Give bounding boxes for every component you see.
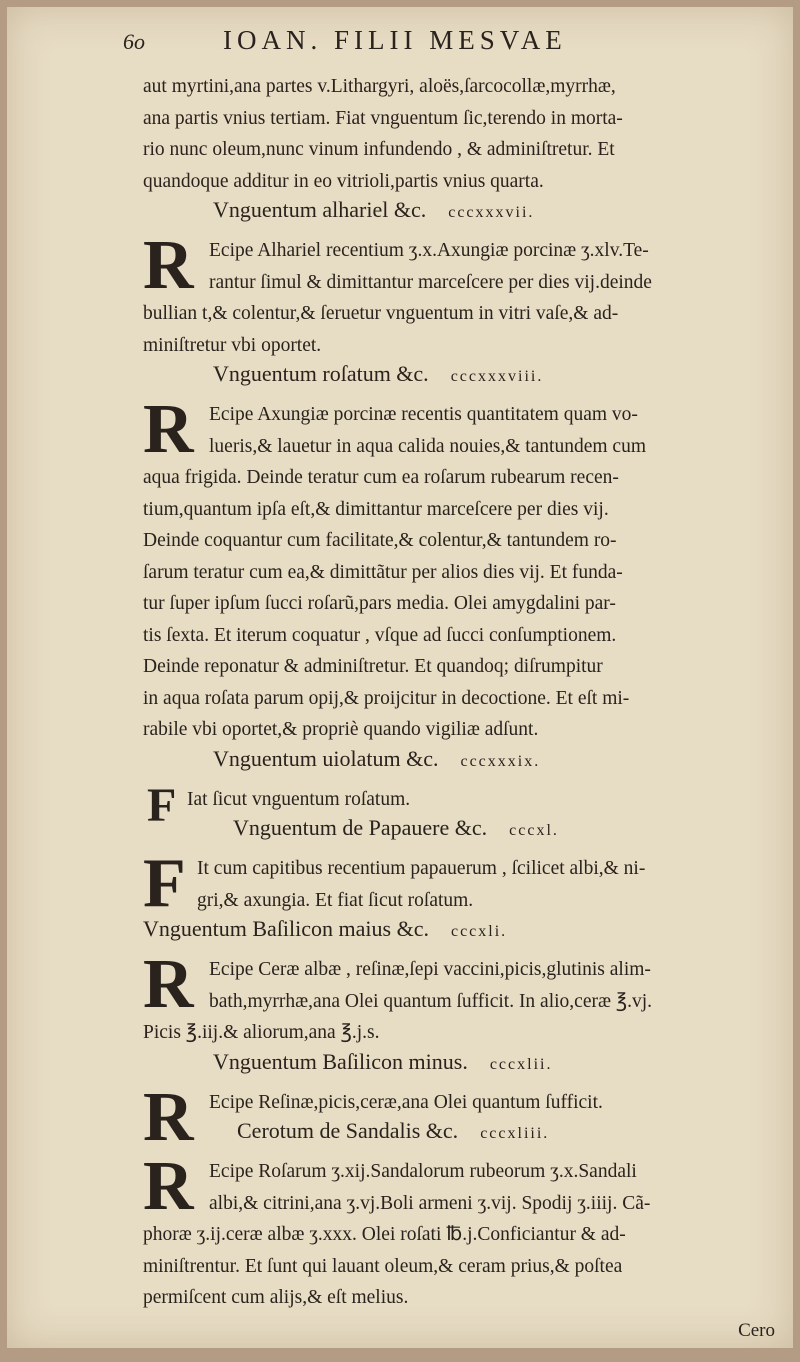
heading-number: cccxliii. xyxy=(480,1125,550,1142)
text-line: quandoque additur in eo vitrioli,partis vnius quarta. xyxy=(143,170,544,192)
drop-initial: R xyxy=(143,1148,194,1225)
heading-title: Vnguentum Baſilicon maius &c. xyxy=(143,916,429,941)
text-line: miniſtretur vbi oportet. xyxy=(143,334,322,356)
book-page xyxy=(7,7,793,1348)
text-line: ſarum teratur cum ea,& dimittãtur per alios dies vij. Et funda- xyxy=(143,561,623,583)
text-line: Ecipe Alhariel recentium ʒ.x.Axungiæ porcinæ ʒ.xlv.Te- xyxy=(209,240,649,261)
text-line: ana partis vnius tertiam. Fiat vnguentum ſic,terendo in morta- xyxy=(143,107,623,129)
text-line: Ecipe Reſinæ,picis,ceræ,ana Olei quantum ſufficit. xyxy=(209,1091,603,1113)
text-line: tur ſuper ipſum ſucci roſarũ,pars media. Olei amygdalini par- xyxy=(143,593,616,614)
text-line: aut myrtini,ana partes v.Lithargyri, aloës,ſarcocollæ,myrrhæ, xyxy=(143,76,616,97)
section-heading xyxy=(213,197,775,235)
heading-number: cccxl. xyxy=(509,822,559,839)
text-line: rabile vbi oportet,& propriè quando vigiliæ adſunt. xyxy=(143,719,539,740)
recipe-paragraph xyxy=(143,227,775,361)
heading-title: Vnguentum de Papauere &c. xyxy=(233,815,488,840)
text-line: tis ſexta. Et iterum coquatur , vſque ad ſucci conſumptionem. xyxy=(143,624,617,646)
text-line: Picis ℥.iij.& aliorum,ana ℥.j.s. xyxy=(143,1022,380,1043)
text-line: Deinde reponatur & adminiſtretur. Et quandoq; diſrumpitur xyxy=(143,656,603,677)
recipe-paragraph xyxy=(143,845,775,922)
running-title: IOAN. FILII MESVAE xyxy=(223,25,567,55)
text-line: albi,& citrini,ana ʒ.vj.Boli armeni ʒ.vij. Spodij ʒ.iiij. Cã- xyxy=(209,1192,651,1214)
text-line: rantur ſimul & dimittantur marceſcere per dies vij.deinde xyxy=(209,271,652,293)
drop-initial: F xyxy=(143,845,186,922)
text-line: Deinde coquantur cum facilitate,& colentur,& tantundem ro- xyxy=(143,530,617,551)
section-heading xyxy=(213,361,775,399)
text-line: Ecipe Axungiæ porcinæ recentis quantitatem quam vo- xyxy=(209,404,638,425)
drop-initial: R xyxy=(143,1078,194,1156)
text-line: tium,quantum ipſa eſt,& dimittantur marceſcere per dies vij. xyxy=(143,498,609,520)
section-heading xyxy=(237,1118,775,1156)
recipe-paragraph xyxy=(143,946,775,1049)
heading-number: cccxxxvii. xyxy=(448,204,535,221)
text-line: bath,myrrhæ,ana Olei quantum ſufficit. In alio,ceræ ℥.vj. xyxy=(209,990,653,1012)
catchword: Cero xyxy=(738,1319,775,1341)
recipe-paragraph xyxy=(143,1148,775,1314)
folio-number: 6o xyxy=(123,29,145,54)
text-line: bullian t,& colentur,& ſeruetur vnguentum in vitri vaſe,& ad- xyxy=(143,303,619,324)
section-heading xyxy=(233,815,775,853)
page-content xyxy=(123,25,775,1342)
text-line: rio nunc oleum,nunc vinum infundendo , & adminiſtretur. Et xyxy=(143,139,615,160)
heading-title: Vnguentum alhariel &c. xyxy=(213,197,427,222)
text-line: in aqua roſata parum opij,& proijcitur in decoctione. Et eſt mi- xyxy=(143,687,630,709)
running-head xyxy=(123,25,775,71)
text-line: aqua frigida. Deinde teratur cum ea roſarum rubearum recen- xyxy=(143,467,619,488)
text-line: Iat ſicut vnguentum roſatum. xyxy=(187,788,411,810)
heading-number: cccxxxix. xyxy=(460,752,541,770)
drop-initial: R xyxy=(143,227,194,304)
text-line: Ecipe Ceræ albæ , reſinæ,ſepi vaccini,picis,glutinis alim- xyxy=(209,959,651,980)
section-heading xyxy=(213,746,775,784)
section-heading xyxy=(143,916,775,954)
heading-number: cccxlii. xyxy=(489,1055,553,1073)
text-line: phoræ ʒ.ij.ceræ albæ ʒ.xxx. Olei roſati ℔.j.Conficiantur & ad- xyxy=(143,1224,626,1245)
drop-initial: R xyxy=(143,946,194,1023)
heading-title: Vnguentum uiolatum &c. xyxy=(213,745,439,771)
intro-paragraph xyxy=(143,71,775,197)
heading-title: Cerotum de Sandalis &c. xyxy=(237,1118,459,1143)
text-line: It cum capitibus recentium papauerum , ſcilicet albi,& ni- xyxy=(197,858,646,879)
text-line: lueris,& lauetur in aqua calida nouies,& tantundem cum xyxy=(209,435,646,457)
drop-initial: F xyxy=(147,778,177,832)
text-line: permiſcent cum alijs,& eſt melius. xyxy=(143,1287,409,1308)
section-heading xyxy=(213,1049,775,1087)
heading-number: cccxli. xyxy=(450,923,508,940)
heading-title: Vnguentum Baſilicon minus. xyxy=(213,1048,468,1074)
recipe-paragraph xyxy=(143,391,775,746)
heading-title: Vnguentum roſatum &c. xyxy=(213,361,429,386)
text-line: miniſtrentur. Et ſunt qui lauant oleum,& ceram prius,& poſtea xyxy=(143,1255,623,1277)
drop-initial: R xyxy=(143,391,194,468)
heading-number: cccxxxviii. xyxy=(450,368,544,385)
text-line: gri,& axungia. Et fiat ſicut roſatum. xyxy=(197,889,474,911)
text-line: Ecipe Roſarum ʒ.xij.Sandalorum rubeorum ʒ.x.Sandali xyxy=(209,1161,637,1182)
